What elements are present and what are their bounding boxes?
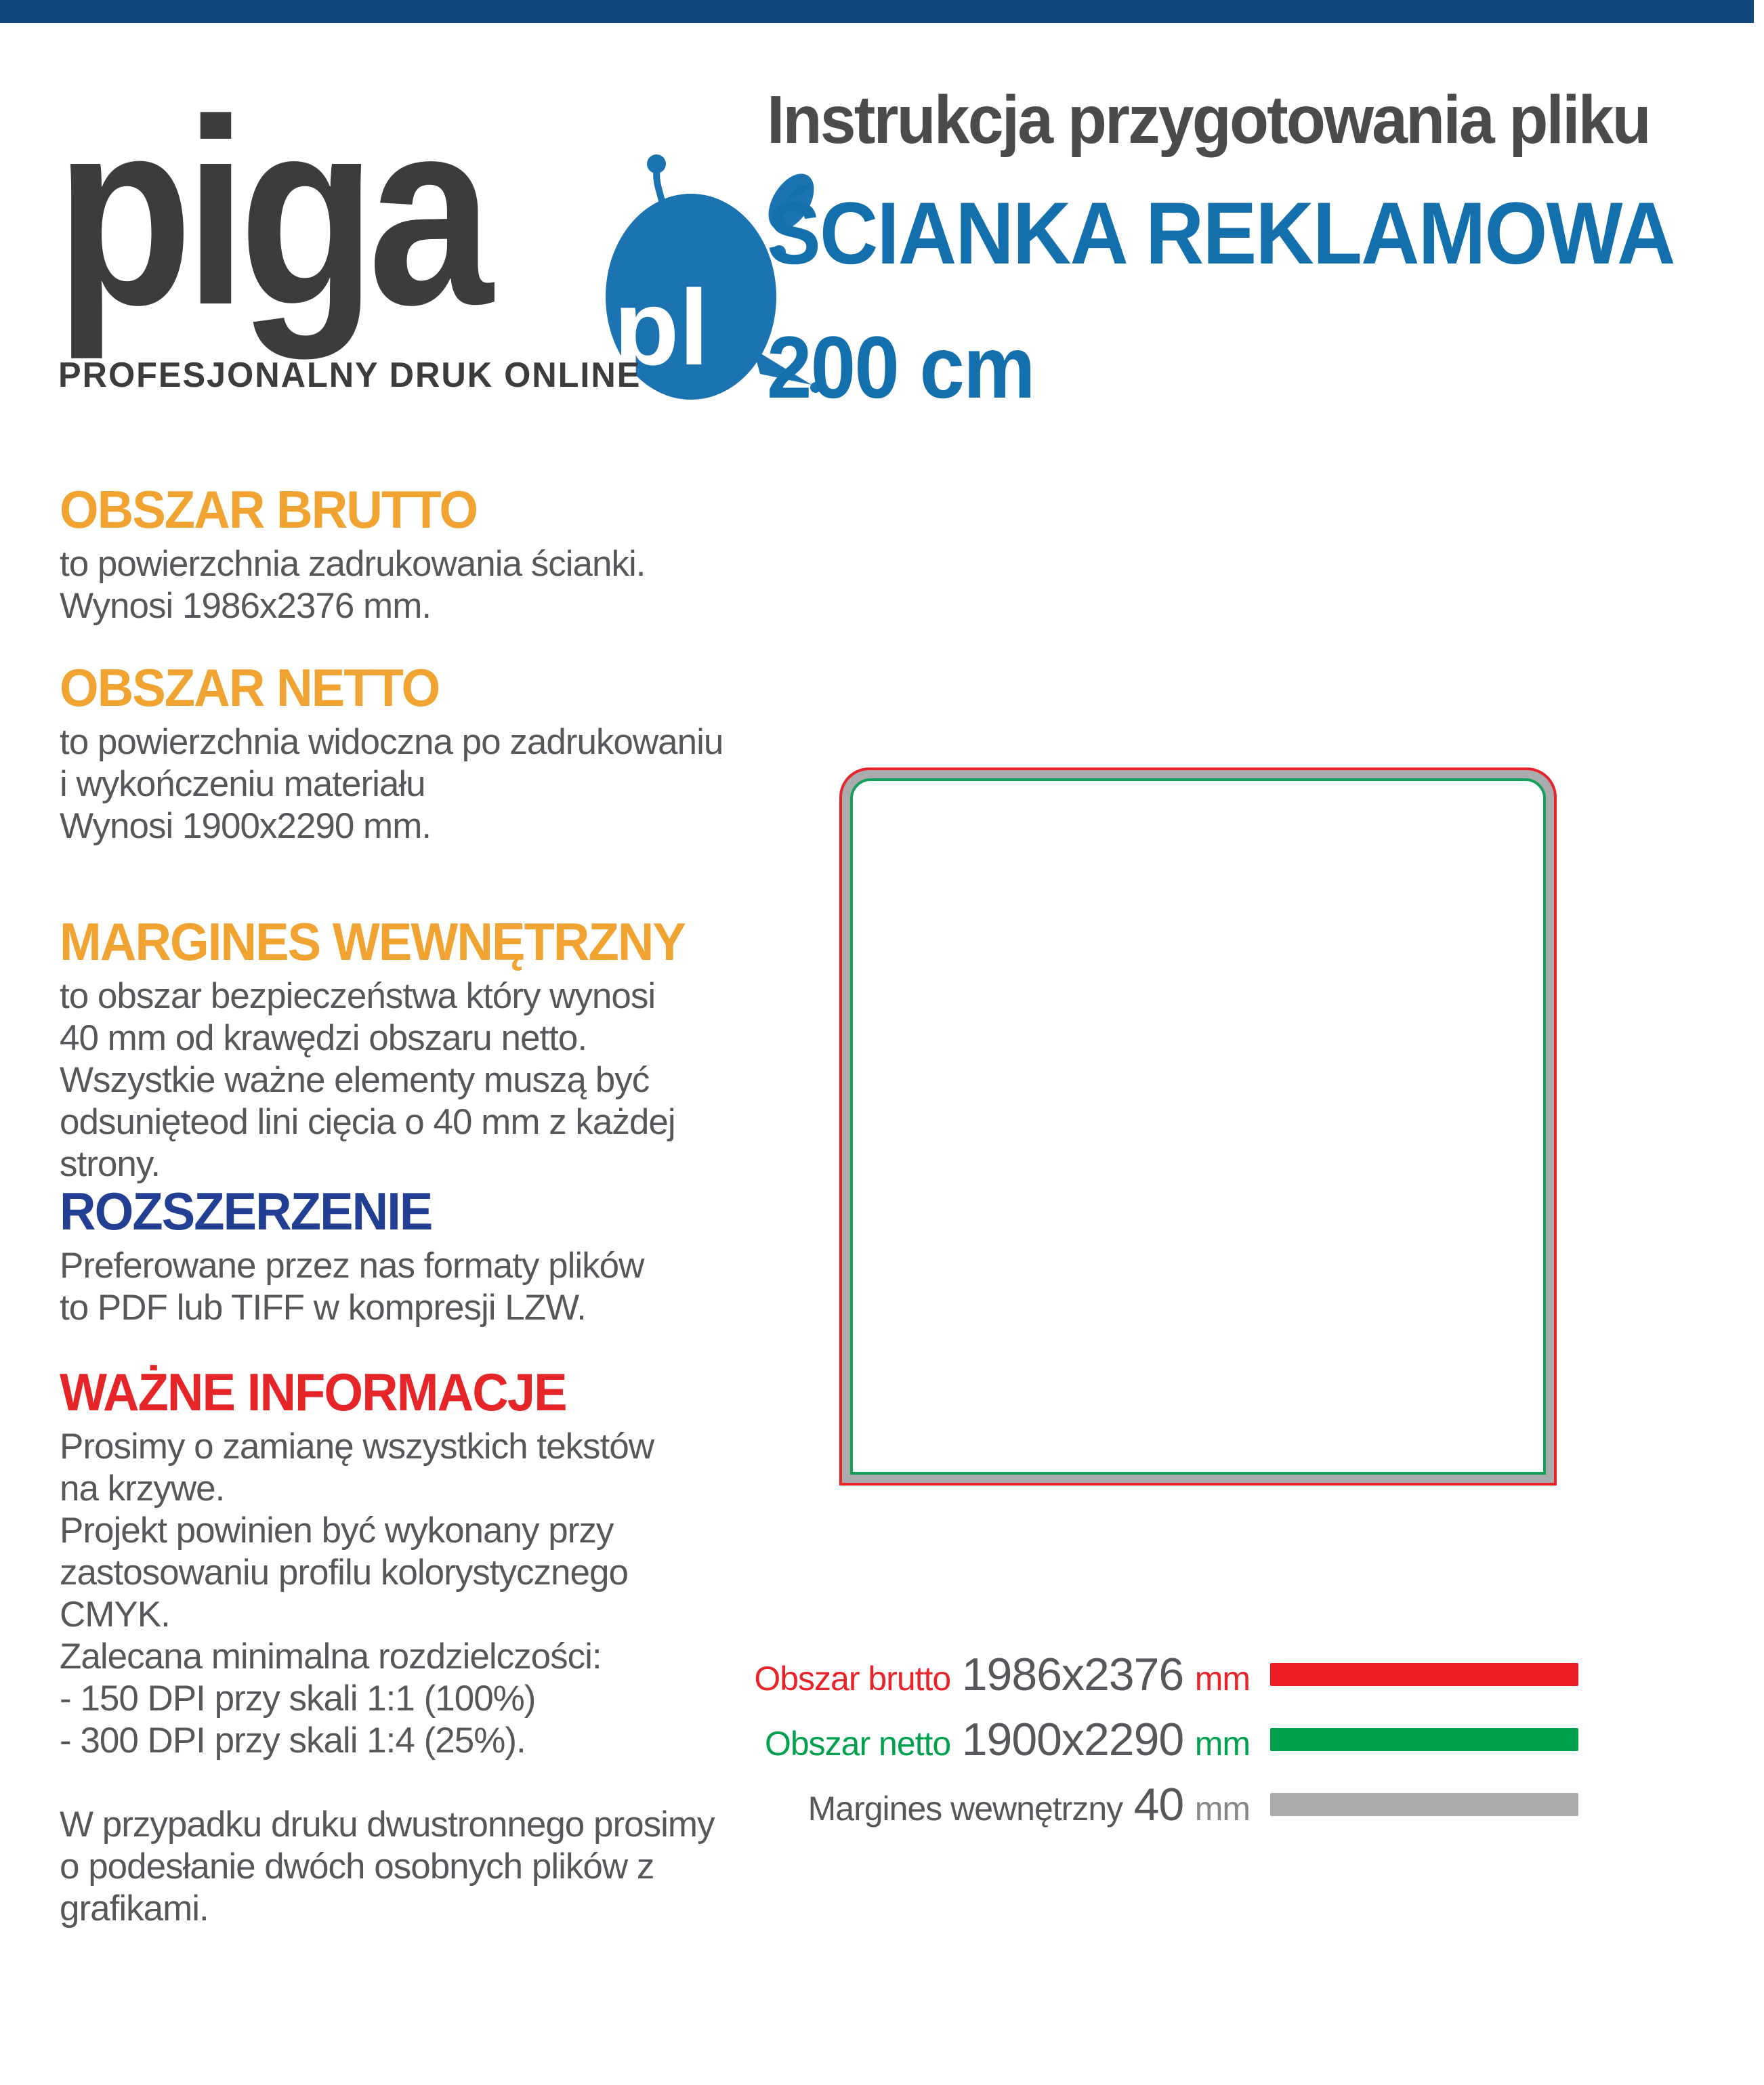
body-line: W przypadku druku dwustronnego prosimy	[60, 1805, 715, 1845]
body-line: to obszar bezpieczeństwa który wynosi	[60, 976, 656, 1016]
doc-title: Instrukcja przygotowania pliku	[767, 82, 1650, 158]
body-line: odsunięteod lini cięcia o 40 mm z każdej	[60, 1102, 675, 1142]
section-wazne-informacje	[60, 1362, 791, 1930]
body-line: to PDF lub TIFF w kompresji LZW.	[60, 1288, 586, 1328]
section-heading: OBSZAR NETTO	[60, 658, 440, 717]
logo-brand-text: piga	[56, 64, 485, 360]
legend-label: Obszar brutto	[754, 1660, 951, 1698]
body-line: CMYK.	[60, 1595, 170, 1635]
section-heading: ROZSZERZENIE	[60, 1181, 432, 1241]
legend-value: 1900x2290	[961, 1714, 1184, 1765]
body-line: Preferowane przez nas formaty plików	[60, 1246, 644, 1286]
body-line: zastosowaniu profilu kolorystycznego	[60, 1553, 628, 1593]
legend-swatch-red	[1270, 1663, 1578, 1686]
body-line: i wykończeniu materiału	[60, 764, 425, 804]
body-line: Wszystkie ważne elementy muszą być	[60, 1060, 650, 1100]
body-line: Projekt powinien być wykonany przy	[60, 1511, 614, 1551]
body-line: to powierzchnia widoczna po zadrukowaniu	[60, 722, 723, 762]
legend-unit: mm	[1194, 1790, 1250, 1828]
legend-swatch-green	[1270, 1728, 1578, 1751]
legend-row-margines	[705, 1780, 1578, 1829]
body-line: Wynosi 1986x2376 mm.	[60, 586, 432, 626]
legend-label: Obszar netto	[764, 1725, 951, 1763]
product-title: ŚCIANKA REKLAMOWA	[767, 184, 1675, 282]
body-line: - 150 DPI przy skali 1:1 (100%)	[60, 1679, 536, 1719]
legend-swatch-gray	[1270, 1793, 1578, 1816]
body-line: strony.	[60, 1144, 161, 1184]
body-line: na krzywe.	[60, 1469, 225, 1509]
body-line: Wynosi 1900x2290 mm.	[60, 806, 432, 846]
section-heading: MARGINES WEWNĘTRZNY	[60, 912, 686, 971]
legend-label-group	[705, 1713, 1270, 1766]
body-line: Zalecana minimalna rozdzielczości:	[60, 1637, 602, 1677]
legend-unit: mm	[1194, 1725, 1250, 1763]
body-line: grafikami.	[60, 1889, 209, 1929]
section-obszar-brutto	[60, 482, 791, 627]
legend-label: Margines wewnętrzny	[807, 1790, 1123, 1828]
logo-tld-text: pl	[614, 268, 709, 387]
legend-unit: mm	[1194, 1660, 1250, 1698]
section-heading: OBSZAR BRUTTO	[60, 480, 478, 539]
body-line: Prosimy o zamianę wszystkich tekstów	[60, 1427, 654, 1467]
section-rozszerzenie	[60, 1181, 791, 1329]
top-accent-bar	[0, 0, 1754, 23]
section-obszar-netto	[60, 660, 791, 847]
section-margines-wewnetrzny	[60, 914, 791, 1185]
section-heading: WAŻNE INFORMACJE	[60, 1362, 566, 1422]
legend-row-brutto	[705, 1650, 1578, 1699]
product-size: 200 cm	[767, 318, 1034, 417]
print-area-diagram	[839, 767, 1557, 1486]
legend-value: 40	[1133, 1779, 1184, 1830]
legend-row-netto	[705, 1715, 1578, 1764]
body-line: to powierzchnia zadrukowania ścianki.	[60, 544, 646, 584]
body-line: - 300 DPI przy skali 1:4 (25%).	[60, 1721, 526, 1761]
header-block	[767, 81, 1753, 418]
body-line: o podesłanie dwóch osobnych plików z	[60, 1847, 654, 1887]
netto-area-outline	[850, 778, 1546, 1475]
legend-label-group	[705, 1648, 1270, 1701]
logo-tagline: PROFESJONALNY DRUK ONLINE	[58, 356, 642, 395]
body-line	[60, 1762, 791, 1804]
body-line: 40 mm od krawędzi obszaru netto.	[60, 1018, 587, 1058]
legend-label-group	[705, 1778, 1270, 1831]
legend-value: 1986x2376	[961, 1649, 1184, 1700]
